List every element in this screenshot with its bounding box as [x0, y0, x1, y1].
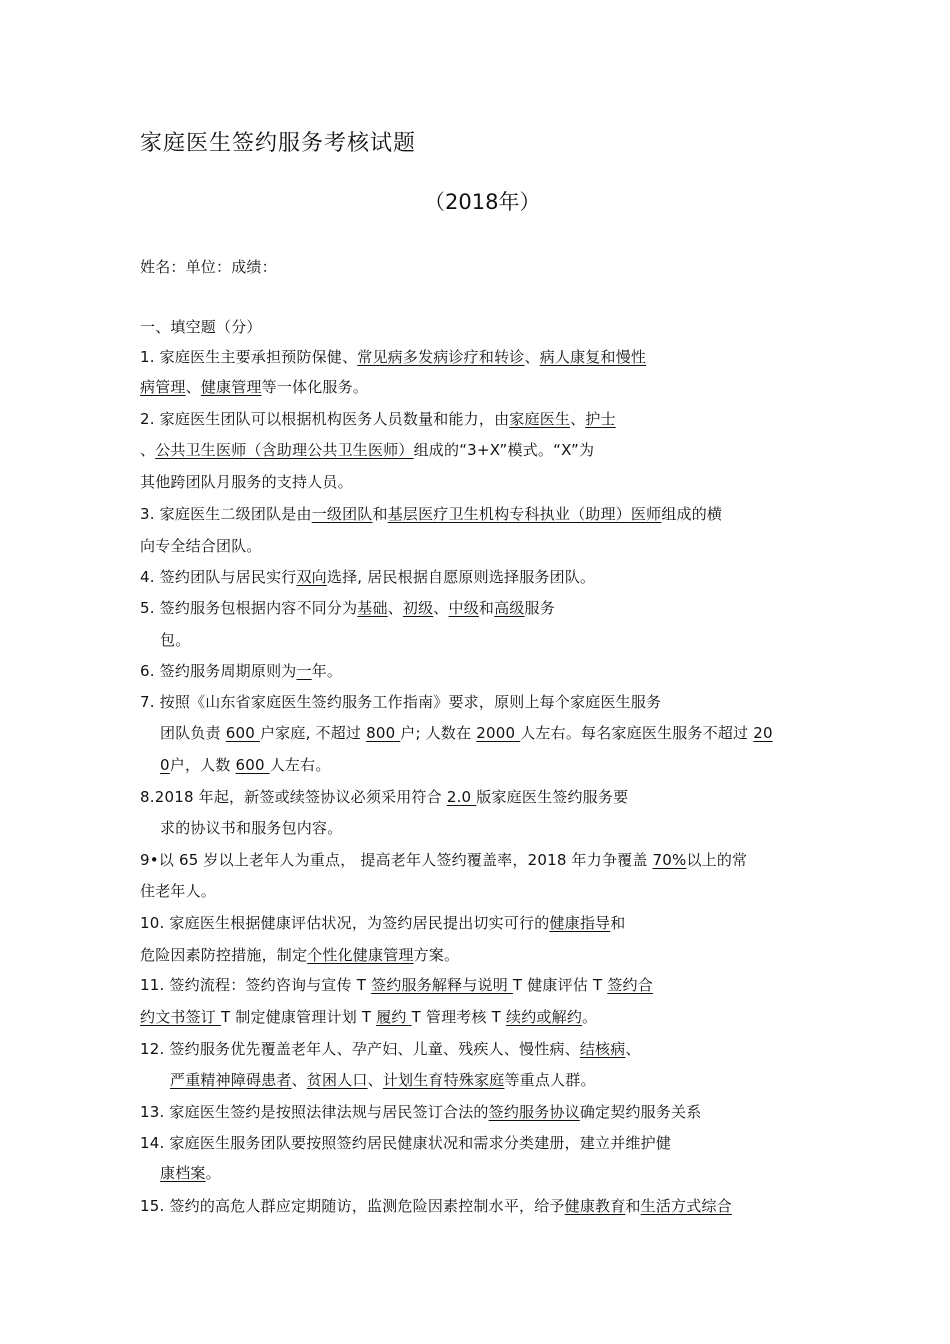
- question-text: 和: [372, 505, 388, 523]
- question-text: 9•以 65 岁以上老年人为重点， 提高老年人签约覆盖率，2018 年力争覆盖: [140, 851, 653, 869]
- question-line: [160, 1163, 221, 1183]
- question-line: [140, 1102, 701, 1122]
- question-line: [140, 850, 747, 870]
- question-text: 、: [291, 1071, 307, 1089]
- question-text: 、: [433, 599, 449, 617]
- answer-blank: 20: [753, 724, 773, 742]
- question-text: 10. 家庭医生根据健康评估状况，为签约居民提出切实可行的: [140, 914, 550, 932]
- question-line: [140, 913, 625, 933]
- answer-blank: 双向: [296, 568, 327, 586]
- question-text: 、: [524, 348, 540, 366]
- answer-blank: 基础: [357, 599, 388, 617]
- answer-blank: 康档案: [160, 1164, 206, 1182]
- question-line: [140, 1196, 732, 1216]
- answer-blank: 签约服务解释与说明: [371, 976, 513, 994]
- question-text: 等重点人群。: [504, 1071, 596, 1089]
- question-text: 确定契约服务关系: [579, 1103, 702, 1121]
- answer-blank: 0: [160, 756, 170, 774]
- question-text: 6. 签约服务周期原则为: [140, 662, 297, 680]
- answer-blank: 中级: [448, 599, 479, 617]
- question-text: T 健康评估 T: [512, 976, 608, 994]
- question-text: 14. 家庭医生服务团队要按照签约居民健康状况和需求分类建册，建立并维护健: [140, 1134, 672, 1152]
- question-text: 12. 签约服务优先覆盖老年人、孕产妇、儿童、残疾人、慢性病、: [140, 1040, 580, 1058]
- question-text: 户; 人数在: [400, 724, 477, 742]
- question-text: 住老年人。: [140, 882, 217, 900]
- question-text: 和: [610, 914, 626, 932]
- answer-blank: 结核病: [579, 1040, 626, 1058]
- document-year: （2018年）: [424, 190, 541, 214]
- question-text: 求的协议书和服务包内容。: [160, 819, 343, 837]
- question-line: [140, 692, 661, 712]
- question-line: [140, 661, 342, 681]
- answer-blank: 个性化健康管理: [307, 946, 414, 964]
- question-text: 11. 签约流程：签约咨询与宣传 T: [140, 976, 372, 994]
- question-line: [160, 630, 190, 650]
- question-line: [140, 472, 353, 492]
- question-text: 人左右。每名家庭医生服务不超过: [520, 724, 754, 742]
- question-text: T 制定健康管理计划 T: [220, 1008, 377, 1026]
- question-text: 组成的横: [661, 505, 723, 523]
- answer-blank: 计划生育特殊家庭: [382, 1071, 505, 1089]
- question-text: 年。: [311, 662, 343, 680]
- question-text: 等一体化服务。: [261, 378, 369, 396]
- document-title: 家庭医生签约服务考核试题: [140, 131, 417, 156]
- question-line: [140, 945, 459, 965]
- answer-blank: 2000: [476, 724, 521, 742]
- question-line: [140, 377, 368, 397]
- answer-blank: 履约: [376, 1008, 412, 1026]
- question-text: 其他跨团队月服务的支持人员。: [140, 473, 353, 491]
- question-text: 15. 签约的高危人群应定期随访，监测危险因素控制水平，给予: [140, 1197, 565, 1215]
- question-text: 3. 家庭医生二级团队是由: [140, 505, 312, 523]
- question-text: 服务: [524, 599, 555, 617]
- question-line: [160, 723, 773, 743]
- question-text: 团队负责: [160, 724, 226, 742]
- answer-blank: 健康指导: [549, 914, 611, 932]
- question-text: 4. 签约团队与居民实行: [140, 568, 297, 586]
- answer-blank: 生活方式综合: [640, 1197, 732, 1215]
- question-text: 危险因素防控措施，制定: [140, 946, 308, 964]
- question-text: 8.2018 年起，新签或续签协议必须采用符合: [140, 788, 447, 806]
- answer-blank: 一: [296, 662, 312, 680]
- question-text: 、: [387, 599, 403, 617]
- answer-blank: 600: [225, 724, 260, 742]
- question-text: 和: [625, 1197, 641, 1215]
- question-line: [140, 504, 722, 524]
- question-text: 、: [185, 378, 201, 396]
- question-text: T 管理考核 T: [411, 1008, 507, 1026]
- question-text: 、: [140, 441, 156, 459]
- question-line: [160, 818, 342, 838]
- section-heading: 一、填空题（分）: [140, 318, 262, 336]
- question-text: 。: [582, 1008, 598, 1026]
- answer-blank: 病人康复和慢性: [539, 348, 647, 366]
- answer-blank: 800: [366, 724, 401, 742]
- question-text: 选择, 居民根据自愿原则选择服务团队。: [326, 568, 596, 586]
- answer-blank: 约文书签订: [140, 1008, 221, 1026]
- question-line: [170, 1070, 596, 1090]
- question-text: 方案。: [413, 946, 460, 964]
- question-text: 以上的常: [686, 851, 748, 869]
- answer-blank: 健康教育: [564, 1197, 626, 1215]
- question-text: 2. 家庭医生团队可以根据机构医务人员数量和能力，由: [140, 410, 510, 428]
- question-text: 5. 签约服务包根据内容不同分为: [140, 599, 358, 617]
- answer-blank: 续约或解约: [506, 1008, 583, 1026]
- answer-blank: 公共卫生医师（含助理公共卫生医师）: [155, 441, 414, 459]
- question-text: 户，人数: [169, 756, 236, 774]
- answer-blank: 贫困人口: [306, 1071, 368, 1089]
- question-text: 13. 家庭医生签约是按照法律法规与居民签订合法的: [140, 1103, 489, 1121]
- answer-blank: 签约服务协议: [488, 1103, 580, 1121]
- answer-blank: 护士: [585, 410, 616, 428]
- answer-blank: 基层医疗卫生机构专科执业（助理）医师: [387, 505, 662, 523]
- answer-blank: 600: [235, 756, 270, 774]
- question-line: [140, 598, 555, 618]
- question-text: 、: [625, 1040, 641, 1058]
- answer-blank: 签约合: [607, 976, 653, 994]
- question-text: 户家庭, 不超过: [259, 724, 367, 742]
- question-text: 包。: [160, 631, 191, 649]
- question-line: [140, 567, 595, 587]
- answer-blank: 初级: [402, 599, 434, 617]
- answer-blank: 70%: [652, 851, 687, 869]
- info-line: 姓名：单位：成绩：: [140, 258, 277, 276]
- answer-blank: 病管理: [140, 378, 186, 396]
- question-text: 和: [478, 599, 495, 617]
- answer-blank: 2.0: [446, 788, 477, 806]
- answer-blank: 家庭医生: [509, 410, 571, 428]
- question-line: [140, 975, 653, 995]
- question-text: 向专全结合团队。: [140, 537, 262, 555]
- answer-blank: 健康管理: [200, 378, 262, 396]
- question-text: 7. 按照《山东省家庭医生签约服务工作指南》要求，原则上每个家庭医生服务: [140, 693, 662, 711]
- question-line: [140, 536, 262, 556]
- answer-blank: 严重精神障碍患者: [170, 1071, 292, 1089]
- question-line: [140, 1133, 671, 1153]
- question-line: [140, 409, 616, 429]
- question-text: 人左右。: [269, 756, 331, 774]
- question-text: 版家庭医生签约服务要: [476, 788, 629, 806]
- question-text: 组成的“3+X”模式。“X”为: [413, 441, 595, 459]
- question-line: [140, 347, 646, 367]
- question-text: 、: [367, 1071, 383, 1089]
- answer-blank: 高级: [494, 599, 525, 617]
- question-line: [140, 1007, 597, 1027]
- answer-blank: 常见病多发病诊疗和转诊: [357, 348, 525, 366]
- question-line: [140, 1039, 641, 1059]
- question-text: 1. 家庭医生主要承担预防保健、: [140, 348, 358, 366]
- question-line: [160, 755, 331, 775]
- question-line: [140, 787, 628, 807]
- answer-blank: 一级团队: [311, 505, 373, 523]
- question-text: 。: [205, 1164, 221, 1182]
- question-text: 、: [570, 410, 586, 428]
- question-line: [140, 440, 594, 460]
- question-line: [140, 881, 216, 901]
